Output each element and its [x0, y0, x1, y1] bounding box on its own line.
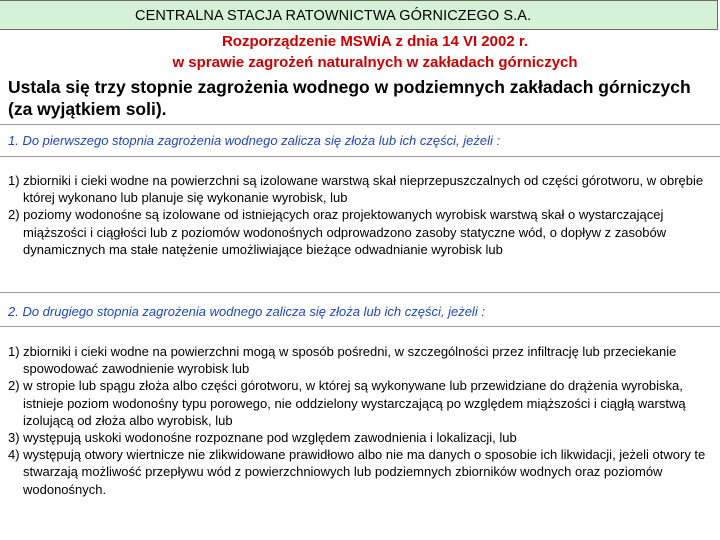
divider: [0, 326, 720, 327]
section-1-intro: 1. Do pierwszego stopnia zagrożenia wodnego zalicza się złoża lub ich części, jeżeli :: [8, 133, 501, 148]
section-1-list: [8, 172, 714, 258]
main-heading: Ustala się trzy stopnie zagrożenia wodnego w podziemnych zakładach górniczych (za wyjątkiem soli).: [8, 77, 691, 119]
list-item: 4) występują otwory wiertnicze nie zlikwidowane prawidłowo albo nie ma danych o sposobie ich likwidacji, jeżeli otwory te stwarzają możliwość przepływu wód z powierzchniowych lub podziemnych zbiorników wodnych oraz poziomów wodonośnych.: [8, 447, 706, 497]
list-item: 2) w stropie lub spągu złoża albo części górotworu, w której są wykonywane lub przewidziane do drążenia wyrobiska, istnieje poziom wodonośny typu porowego, nie oddzielony wystarczającą po względem miąższości i ciągłą warstwą izolującą od złoża albo wyrobisk, lub: [8, 378, 686, 428]
organization-name: CENTRALNA STACJA RATOWNICTWA GÓRNICZEGO S.A.: [135, 8, 532, 24]
section-2-list: [8, 343, 714, 498]
list-item: 3) występują uskoki wodonośne rozpoznane pod względem zawodnienia i lokalizacji, lub: [8, 430, 517, 446]
list-item: 1) zbiorniki i cieki wodne na powierzchni mogą w sposób pośredni, w szczególności przez infiltrację lub przeciekanie spowodować zawodnienie wyrobisk lub: [8, 344, 677, 377]
section-2-intro: 2. Do drugiego stopnia zagrożenia wodnego zalicza się złoża lub ich części, jeżeli :: [8, 304, 485, 319]
regulation-subtitle: w sprawie zagrożeń naturalnych w zakładach górniczych: [172, 54, 578, 71]
divider: [0, 292, 720, 293]
list-item: 1) zbiorniki i cieki wodne na powierzchni są izolowane warstwą skał nieprzepuszczalnych od części górotworu, w obrębie której wykonano lub planuje się wykonanie wyrobisk, lub: [8, 173, 704, 206]
divider: [0, 124, 720, 125]
header-bar: [0, 0, 718, 30]
list-item: 2) poziomy wodonośne są izolowane od istniejących oraz projektowanych wyrobisk warstwą skał o wystarczającej miąższości i ciągłości lub z poziomów wodonośnych odprowadzono zasoby statyczne wód, o dopływ z zasobów dynamicznych ma stałe natężenie umożliwiające bieżące odwadnianie wyrobisk lub: [8, 207, 667, 257]
divider: [0, 156, 720, 157]
regulation-title: Rozporządzenie MSWiA z dnia 14 VI 2002 r.: [221, 33, 529, 50]
